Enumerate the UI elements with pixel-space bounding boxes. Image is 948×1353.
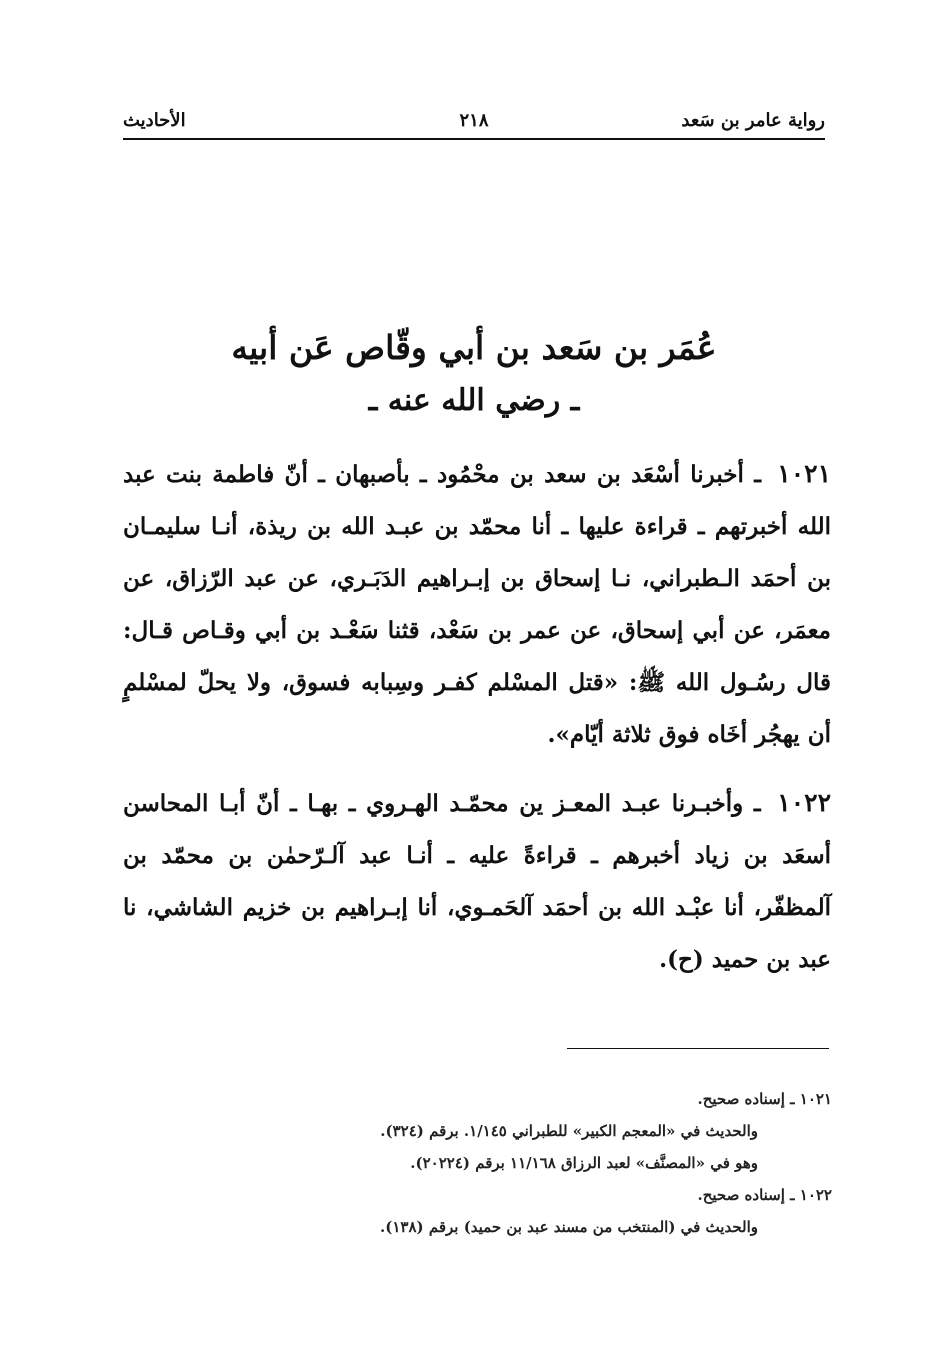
chapter-title [123, 320, 825, 426]
running-header [123, 104, 825, 140]
hadith-number: ١٠٢٢ [777, 788, 831, 817]
hadith-1021 [123, 448, 831, 761]
footnotes [200, 1083, 832, 1243]
body-text [123, 448, 831, 1002]
footnote-line: والحديث في (المنتخب من مسند عبد بن حميد) برقم (١٣٨). [380, 1218, 758, 1236]
page-number: ٢١٨ [459, 110, 489, 131]
footnote-line: والحديث في «المعجم الكبير» للطبراني ١/١٤٥. برقم (٣٢٤). [380, 1122, 758, 1140]
footnote-line: ١٠٢١ ـ إسناده صحيح. [697, 1090, 832, 1108]
footnote-line: ١٠٢٢ ـ إسناده صحيح. [697, 1186, 832, 1204]
footnote-line: وهو في «المصنَّف» لعبد الرزاق ١١/١٦٨ برقم (٢٠٢٢٤). [410, 1154, 758, 1172]
hadith-text: ـ أخبرنا أسْعَد بن سعد بن محْمُود ـ بأصبهان ـ أنّ فاطمة بنت عبد الله أخبرتهم ـ قراءة عليها ـ أنا محمّد بن عبـد الله بن ريذة، أنـا سليمـان بن أحمَد الـطبراني، نـا إسحاق بن إبـراهيم الدَبَـري، عن عبد الرّزاق، عن معمَر، عن أبي إسحاق، عن عمر بن سَعْد، قثنا سَعْـد بن أبي وقـاص قـال: قال رسُـول الله ﷺ: «قتل المسْلم كفـر وسِبابه فسوق، ولا يحلّ لمسْلمٍ أن يهجُر أخَاه فوق ثلاثة أيّام». [123, 461, 831, 748]
hadith-number: ١٠٢١ [777, 459, 831, 488]
chapter-title-line2: ـ رضي الله عنه ـ [368, 383, 580, 418]
hadith-text: ـ وأخبـرنا عبـد المعـز ين محمّـد الهـروي ـ بهـا ـ أنّ أبـا المحاسن أسعَد بن زياد أخبرهم ـ قراءةً عليه ـ أنـا عبد آلـرّحمٰن بن محمّد بن آلمظفّر، أنا عبْـد الله بن أحمَد آلحَمـوي، أنا إبـراهيم بن خزيم الشاشي، نا عبد بن حميد (ح). [123, 790, 831, 973]
chapter-title-line1: عُمَر بن سَعد بن أبي وقّاص عَن أبيه [231, 328, 717, 367]
hadith-1022 [123, 777, 831, 986]
footnote-separator [567, 1048, 829, 1049]
header-section-title: الأحاديث [123, 110, 186, 131]
header-book-title: رواية عامر بن سَعد [681, 110, 825, 131]
